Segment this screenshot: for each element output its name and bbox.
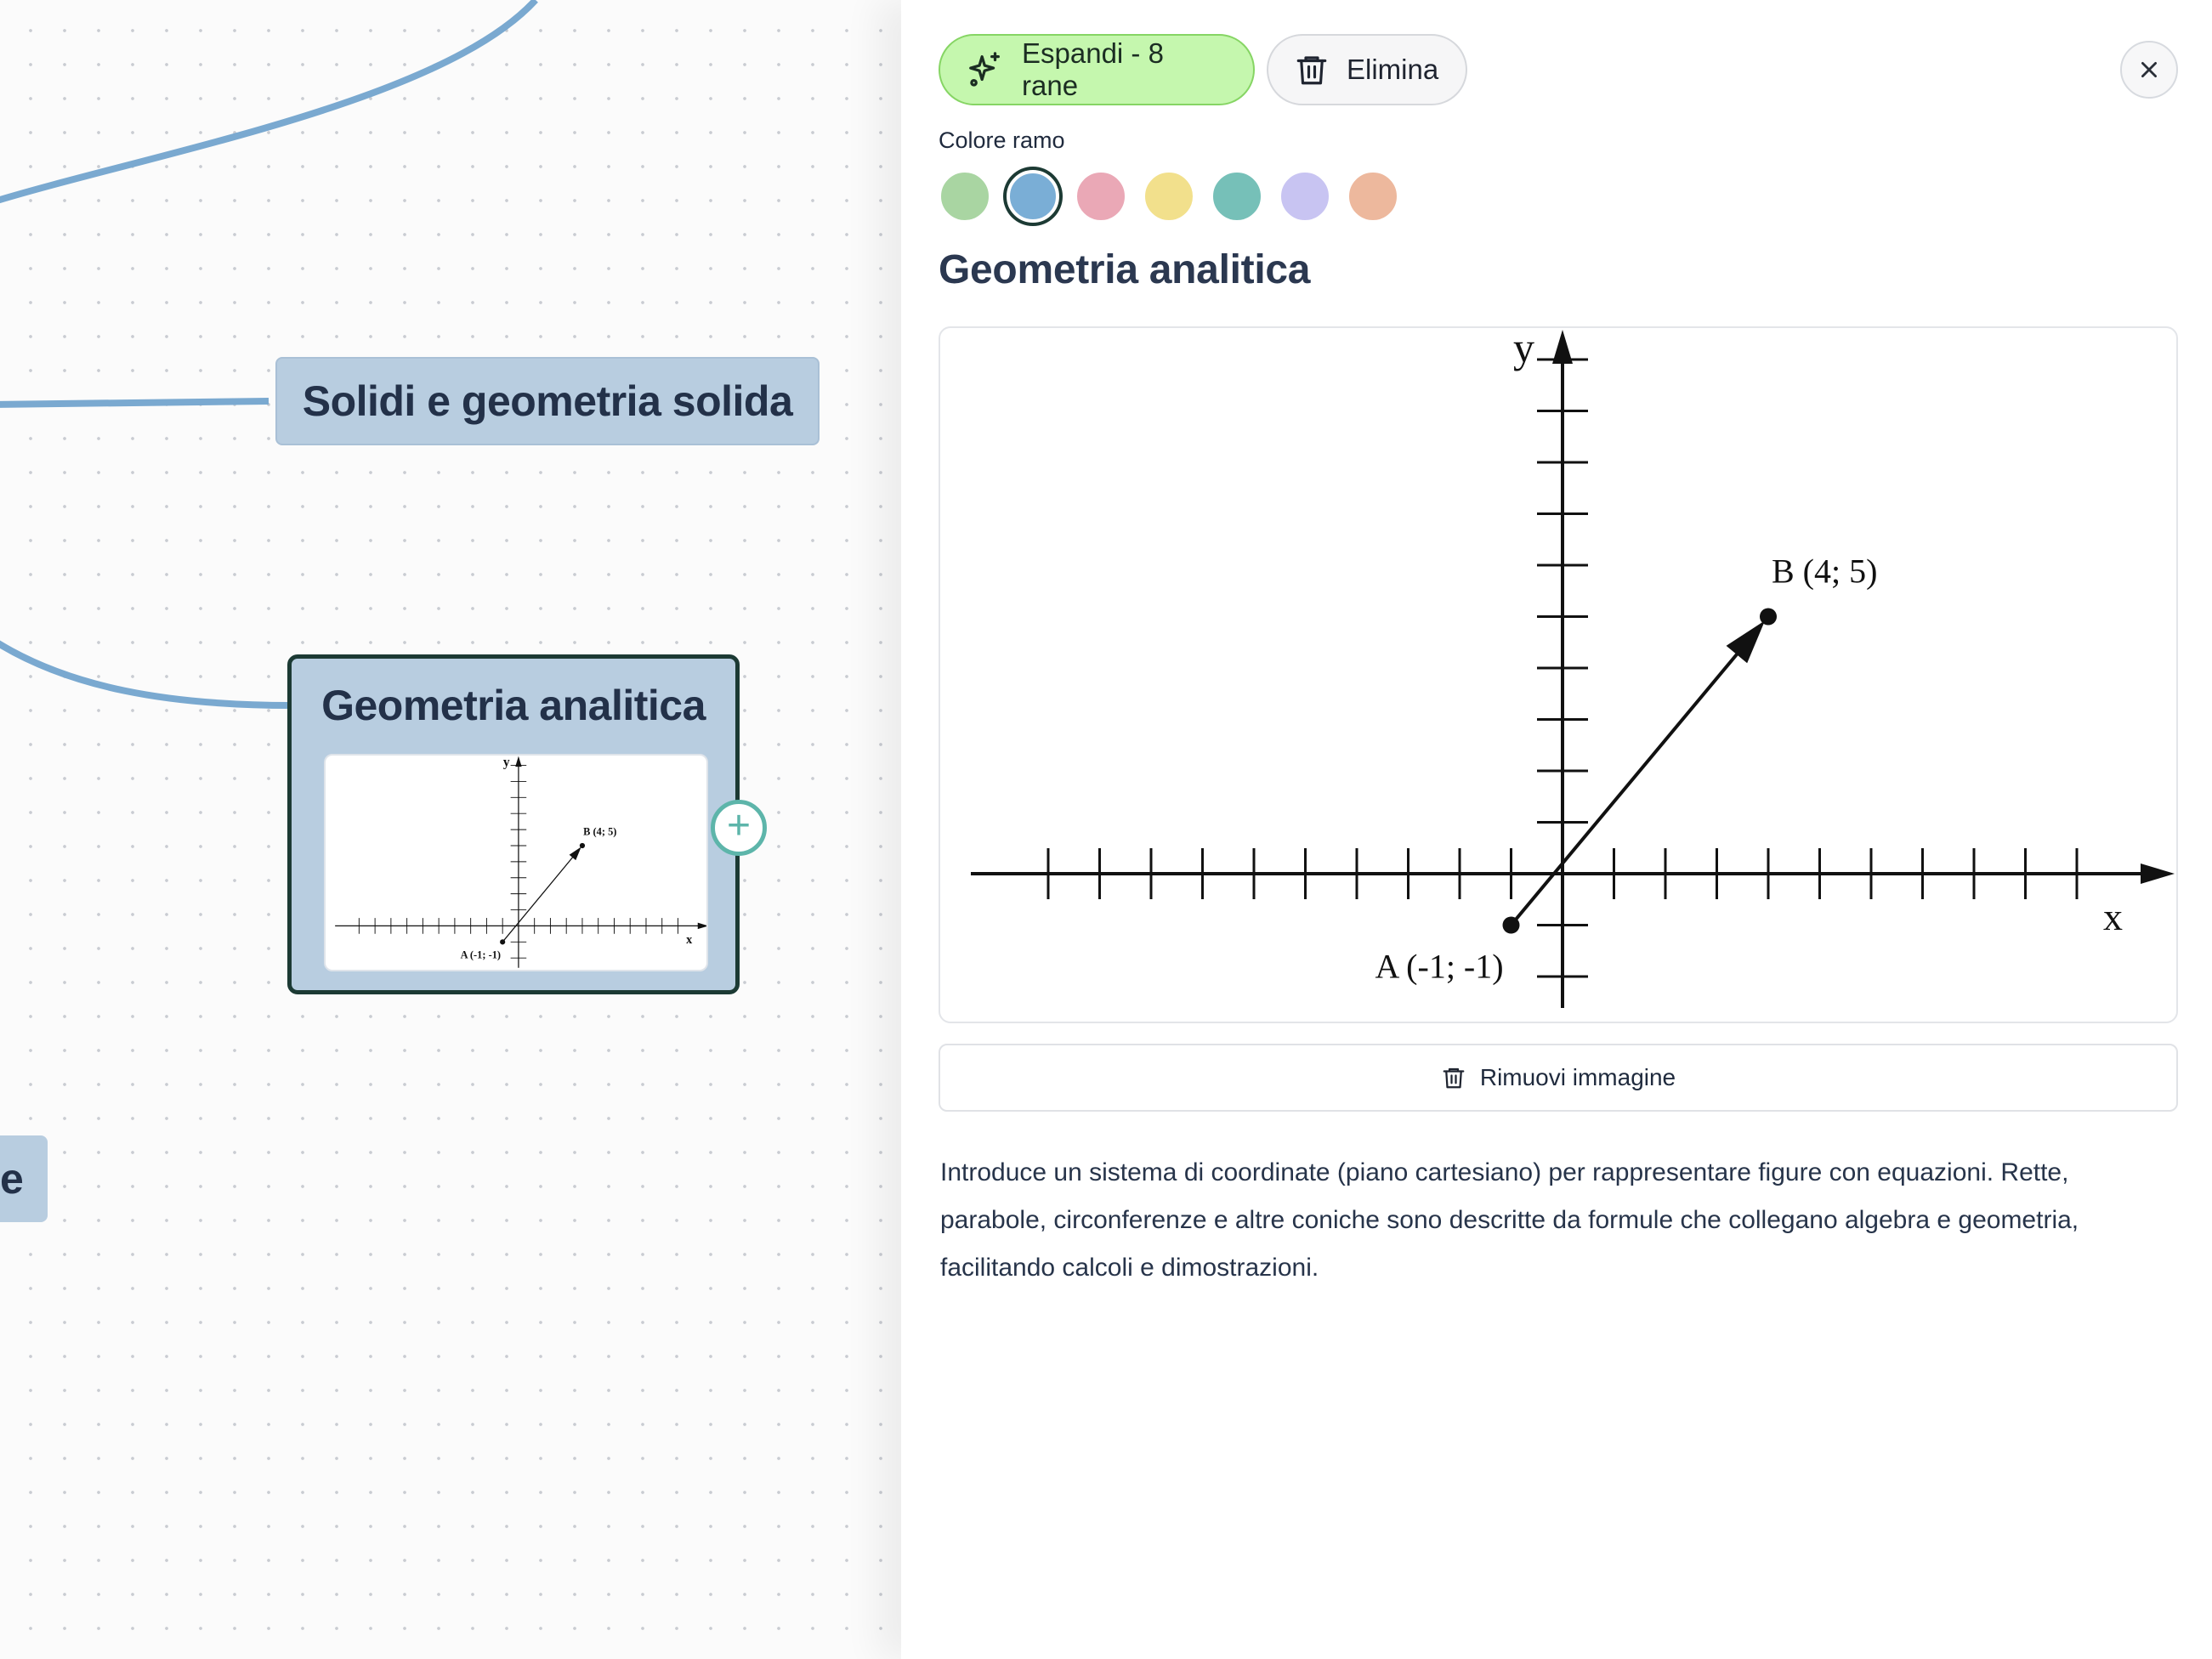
add-child-node-button[interactable] (711, 800, 767, 856)
color-swatch-green[interactable] (939, 170, 991, 223)
color-swatch-yellow[interactable] (1143, 170, 1195, 223)
vector-ab (502, 853, 576, 943)
edge-top (0, 0, 536, 202)
close-panel-button[interactable] (2120, 41, 2178, 99)
y-axis-label: y (502, 756, 510, 770)
vector-ab (1512, 640, 1749, 925)
coordinate-plane-figure (940, 328, 2178, 1023)
expand-branches-label: Espandi - 8 rane (1022, 37, 1164, 101)
vector-arrowhead (570, 846, 581, 860)
remove-image-button[interactable] (939, 1044, 2178, 1112)
color-swatch-pink[interactable] (1075, 170, 1127, 223)
point-a-label: A (-1; -1) (1375, 947, 1504, 986)
node-description: Introduce un sistema di coordinate (piano cartesiano) per rappresentare figure con equazioni. Rette, parabole, circonferenze e altre coniche sono descritte da formule che collegano algebra e geometria, facilitando calcoli e dimostrazioni. (940, 1158, 2079, 1282)
delete-node-label: Elimina (1347, 54, 1439, 85)
x-axis-label: x (2103, 895, 2123, 938)
branch-color-swatches (939, 170, 1415, 226)
point-b (1760, 609, 1777, 626)
coordinate-plane-thumbnail (326, 756, 708, 971)
color-swatch-lavender[interactable] (1279, 170, 1331, 223)
color-swatch-blue[interactable] (1007, 170, 1059, 223)
x-axis-label: x (686, 932, 693, 948)
point-b (580, 843, 585, 848)
point-a (500, 939, 505, 944)
point-b-label: B (4; 5) (1772, 552, 1878, 591)
node-partial-offscreen[interactable]: e (0, 1135, 48, 1222)
point-a (1503, 917, 1520, 934)
branch-color-label: Colore ramo (939, 127, 1065, 153)
y-axis-label: y (1513, 328, 1534, 371)
node-solidi-e-geometria-solida[interactable]: Solidi e geometria solida (275, 357, 820, 445)
x-axis-arrow (698, 923, 708, 929)
color-swatch-peach[interactable] (1347, 170, 1399, 223)
remove-image-label: Rimuovi immagine (1479, 1064, 1676, 1090)
node-image-thumbnail (324, 754, 708, 971)
mindmap-canvas[interactable] (0, 0, 901, 1659)
node-image (939, 326, 2178, 1023)
x-axis-arrow (2141, 863, 2175, 884)
edge-geometria (0, 639, 292, 705)
sparkle-icon (966, 50, 1005, 89)
trash-icon (1441, 1065, 1466, 1090)
plus-icon: + (726, 803, 752, 848)
node-detail-panel (901, 0, 2212, 1659)
edge-solidi (0, 401, 269, 405)
close-icon (2138, 59, 2160, 81)
node-geometria-analitica[interactable] (287, 654, 740, 994)
point-a-label: A (-1; -1) (460, 948, 502, 961)
vector-arrowhead (1727, 620, 1766, 663)
expand-branches-button[interactable] (939, 34, 1255, 105)
color-swatch-teal[interactable] (1211, 170, 1263, 223)
point-b-label: B (4; 5) (583, 825, 617, 838)
trash-icon (1294, 52, 1330, 88)
panel-title: Geometria analitica (939, 247, 1311, 292)
node-title: Geometria analitica (321, 682, 706, 729)
delete-node-button[interactable] (1267, 34, 1467, 105)
